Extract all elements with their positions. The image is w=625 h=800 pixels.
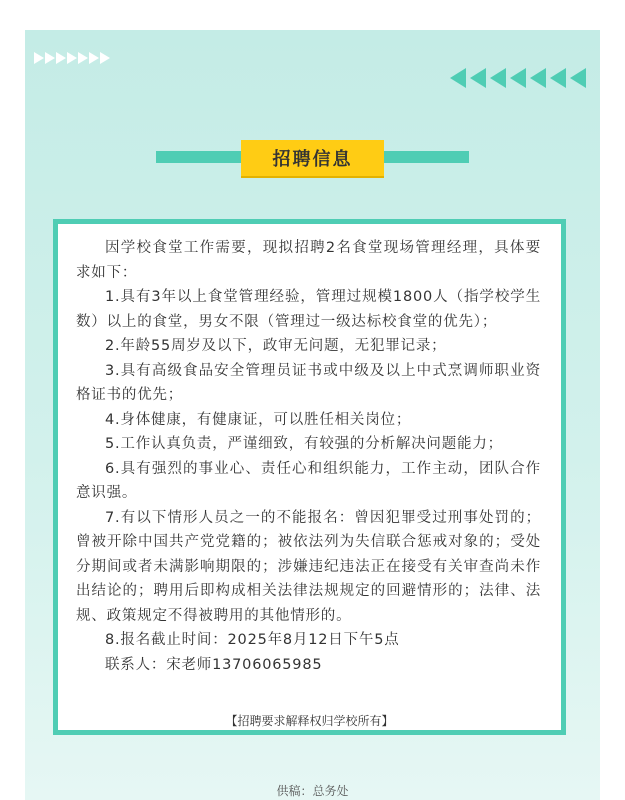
notice-box bbox=[53, 219, 566, 735]
footnote: 【招聘要求解释权归学校所有】 bbox=[225, 714, 394, 728]
notice-intro: 因学校食堂工作需要，现拟招聘2名食堂现场管理经理，具体要求如下： bbox=[76, 240, 541, 281]
requirement-item: 4.身体健康，有健康证，可以胜任相关岗位； bbox=[105, 411, 412, 428]
arrow-decoration-left bbox=[34, 52, 110, 64]
recruitment-card bbox=[25, 30, 600, 800]
requirement-item: 5.工作认真负责，严谨细致，有较强的分析解决问题能力； bbox=[105, 436, 503, 452]
requirement-item: 3.具有高级食品安全管理员证书或中级及以上中式烹调师职业资格证书的优先； bbox=[76, 362, 541, 403]
notice-text bbox=[76, 236, 541, 677]
page-title: 招聘信息 bbox=[241, 140, 384, 176]
arrow-decoration-right bbox=[450, 68, 586, 88]
requirement-item: 1.具有3年以上食堂管理经验，管理过规模1800人（指学校学生数）以上的食堂，男女不限（管理过一级达标校食堂的优先）； bbox=[76, 289, 541, 330]
requirement-item: 2.年龄55周岁及以下，政审无问题，无犯罪记录； bbox=[105, 338, 447, 354]
requirement-item: 7.有以下情形人员之一的不能报名：曾因犯罪受过刑事处罚的；曾被开除中国共产党党籍的；被依法列为失信联合惩戒对象的；受处分期间或者未满影响期限的；涉嫌违纪违法正在接受有关审查尚未作出结论的；聘用后即构成相关法律法规规定的回避情形的；法律、法规、政策规定不得被聘用的其他情形的。 bbox=[76, 509, 541, 624]
requirement-item: 6.具有强烈的事业心、责任心和组织能力，工作主动，团队合作意识强。 bbox=[76, 460, 541, 501]
top-strip bbox=[0, 0, 625, 6]
contact-line: 联系人：宋老师13706065985 bbox=[105, 656, 323, 673]
supply-credit: 供稿：总务处 bbox=[276, 784, 349, 798]
deadline-item: 8.报名截止时间：2025年8月12日下午5点 bbox=[105, 632, 400, 648]
